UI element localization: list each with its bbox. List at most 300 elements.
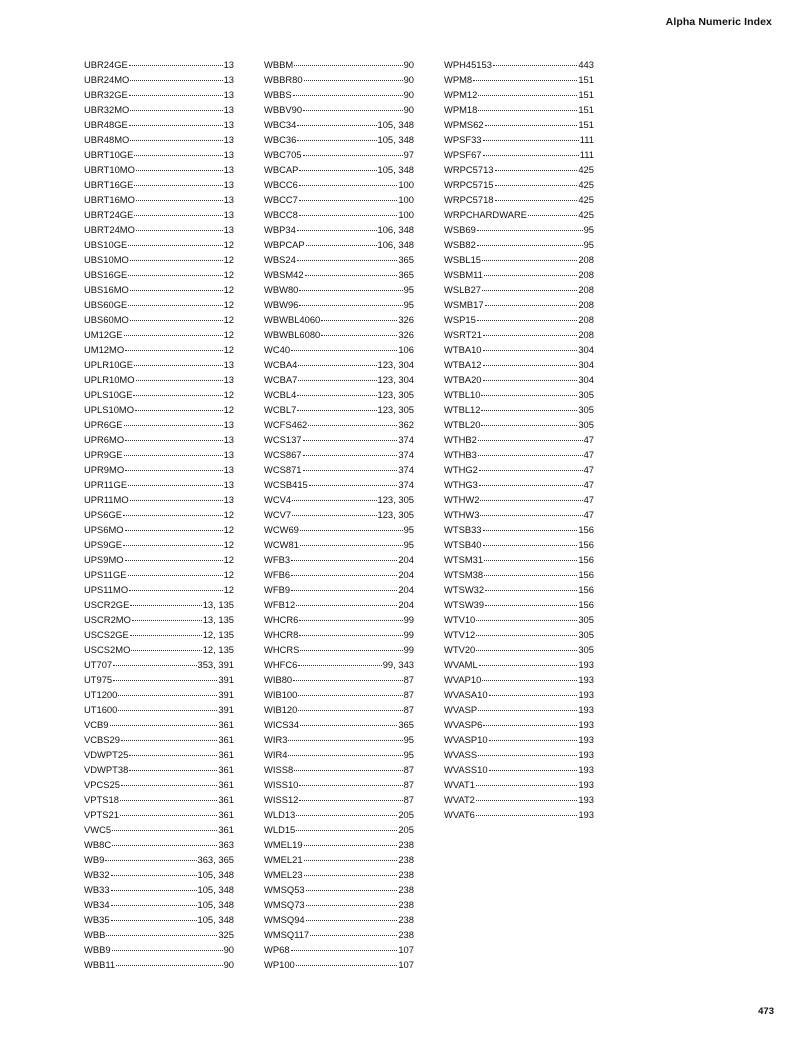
dot-leader xyxy=(129,95,223,96)
dot-leader xyxy=(483,545,578,546)
dot-leader xyxy=(476,620,577,621)
dot-leader xyxy=(489,770,578,771)
index-entry xyxy=(264,417,414,432)
entry-pages: 12 xyxy=(223,314,234,325)
entry-code: WIR4 xyxy=(264,749,288,760)
index-entry xyxy=(444,432,594,447)
dot-leader xyxy=(136,380,223,381)
dot-leader xyxy=(292,500,376,501)
index-entry xyxy=(84,477,234,492)
dot-leader xyxy=(130,260,223,261)
entry-pages: 95 xyxy=(403,734,414,745)
entry-pages: 87 xyxy=(403,779,414,790)
index-column-3 xyxy=(444,57,594,822)
entry-pages: 12 xyxy=(223,389,234,400)
entry-pages: 13 xyxy=(223,194,234,205)
index-entry xyxy=(264,297,414,312)
entry-code: WCBL4 xyxy=(264,389,297,400)
index-entry xyxy=(264,327,414,342)
entry-code: WIB120 xyxy=(264,704,298,715)
index-entry xyxy=(84,582,234,597)
entry-pages: 156 xyxy=(578,569,594,580)
entry-pages: 361 xyxy=(218,779,234,790)
entry-pages: 12, 135 xyxy=(202,644,234,655)
entry-code: WBP34 xyxy=(264,224,296,235)
index-entry xyxy=(444,792,594,807)
dot-leader xyxy=(121,785,217,786)
dot-leader xyxy=(288,740,402,741)
index-entry xyxy=(444,102,594,117)
entry-pages: 87 xyxy=(403,764,414,775)
entry-code: WB9 xyxy=(84,854,105,865)
entry-code: WTSM38 xyxy=(444,569,484,580)
entry-pages: 13 xyxy=(223,179,234,190)
entry-code: WPSF67 xyxy=(444,149,482,160)
index-entry xyxy=(264,87,414,102)
entry-pages: 111 xyxy=(579,149,594,160)
entry-pages: 99 xyxy=(403,629,414,640)
index-entry xyxy=(444,597,594,612)
entry-pages: 374 xyxy=(398,434,414,445)
entry-code: WTHG2 xyxy=(444,464,478,475)
index-entry xyxy=(444,192,594,207)
entry-code: VCBS29 xyxy=(84,734,120,745)
index-entry xyxy=(84,792,234,807)
entry-pages: 304 xyxy=(578,344,594,355)
entry-code: UPLR10GE xyxy=(84,359,133,370)
dot-leader xyxy=(125,440,222,441)
entry-code: UBRT10MO xyxy=(84,164,135,175)
index-entry xyxy=(84,237,234,252)
entry-code: WSB69 xyxy=(444,224,476,235)
entry-pages: 87 xyxy=(403,704,414,715)
entry-code: VPTS21 xyxy=(84,809,119,820)
dot-leader xyxy=(321,335,397,336)
entry-pages: 13 xyxy=(223,434,234,445)
entry-code: USCS2GE xyxy=(84,629,129,640)
index-entry xyxy=(84,297,234,312)
entry-pages: 13 xyxy=(223,359,234,370)
index-entry xyxy=(84,552,234,567)
entry-pages: 208 xyxy=(578,329,594,340)
index-entry xyxy=(84,357,234,372)
entry-pages: 363 xyxy=(218,839,234,850)
index-entry xyxy=(264,867,414,882)
index-entry xyxy=(444,552,594,567)
dot-leader xyxy=(483,335,577,336)
entry-pages: 12 xyxy=(223,539,234,550)
entry-code: VPTS18 xyxy=(84,794,119,805)
dot-leader xyxy=(291,590,397,591)
dot-leader xyxy=(478,95,577,96)
dot-leader xyxy=(304,845,398,846)
dot-leader xyxy=(299,800,402,801)
index-entry xyxy=(264,462,414,477)
entry-code: WSMB17 xyxy=(444,299,484,310)
index-entry xyxy=(264,822,414,837)
entry-pages: 238 xyxy=(398,929,414,940)
entry-pages: 193 xyxy=(578,794,594,805)
entry-code: UBRT24MO xyxy=(84,224,135,235)
index-entry xyxy=(264,537,414,552)
entry-pages: 156 xyxy=(578,554,594,565)
dot-leader xyxy=(298,380,376,381)
dot-leader xyxy=(484,575,577,576)
entry-code: WTBL10 xyxy=(444,389,481,400)
dot-leader xyxy=(483,725,577,726)
dot-leader xyxy=(294,770,402,771)
entry-pages: 391 xyxy=(218,704,234,715)
entry-code: USCR2GE xyxy=(84,599,130,610)
index-entry xyxy=(84,747,234,762)
dot-leader xyxy=(479,485,583,486)
dot-leader xyxy=(489,740,578,741)
index-entry xyxy=(84,147,234,162)
index-entry xyxy=(264,312,414,327)
index-entry xyxy=(84,447,234,462)
index-entry xyxy=(444,567,594,582)
dot-leader xyxy=(476,815,577,816)
entry-pages: 12 xyxy=(223,254,234,265)
entry-code: WSLB27 xyxy=(444,284,481,295)
entry-pages: 391 xyxy=(218,689,234,700)
dot-leader xyxy=(483,365,578,366)
entry-pages: 100 xyxy=(398,179,414,190)
dot-leader xyxy=(130,140,222,141)
index-entry xyxy=(264,807,414,822)
index-entry xyxy=(444,57,594,72)
entry-code: WTBA12 xyxy=(444,359,482,370)
entry-code: WBBM xyxy=(264,59,294,70)
index-entry xyxy=(264,177,414,192)
entry-code: WBCC7 xyxy=(264,194,298,205)
entry-code: WVASS10 xyxy=(444,764,488,775)
entry-pages: 365 xyxy=(398,269,414,280)
dot-leader xyxy=(304,860,398,861)
entry-code: UBS60GE xyxy=(84,299,128,310)
dot-leader xyxy=(479,665,578,666)
entry-pages: 13 xyxy=(223,419,234,430)
entry-code: WISS10 xyxy=(264,779,299,790)
dot-leader xyxy=(130,635,202,636)
dot-leader xyxy=(306,905,398,906)
dot-leader xyxy=(300,650,402,651)
entry-pages: 105, 348 xyxy=(197,869,234,880)
entry-code: WCSB415 xyxy=(264,479,308,490)
entry-pages: 193 xyxy=(578,779,594,790)
index-entry xyxy=(264,162,414,177)
entry-pages: 97 xyxy=(403,149,414,160)
index-entry xyxy=(84,432,234,447)
entry-pages: 95 xyxy=(403,284,414,295)
index-entry xyxy=(444,672,594,687)
entry-pages: 90 xyxy=(403,104,414,115)
dot-leader xyxy=(485,605,577,606)
index-entry xyxy=(84,942,234,957)
index-entry xyxy=(264,402,414,417)
entry-pages: 204 xyxy=(398,554,414,565)
index-entry xyxy=(264,957,414,972)
dot-leader xyxy=(299,170,376,171)
dot-leader xyxy=(304,875,398,876)
index-entry xyxy=(84,612,234,627)
entry-pages: 13 xyxy=(223,374,234,385)
index-entry xyxy=(84,852,234,867)
entry-code: WTSW39 xyxy=(444,599,485,610)
index-entry xyxy=(444,642,594,657)
entry-pages: 353, 391 xyxy=(197,659,234,670)
entry-pages: 13 xyxy=(223,209,234,220)
index-entry xyxy=(444,147,594,162)
index-entry xyxy=(84,837,234,852)
entry-code: WIR3 xyxy=(264,734,288,745)
entry-code: VCB9 xyxy=(84,719,109,730)
index-entry xyxy=(84,867,234,882)
dot-leader xyxy=(477,230,583,231)
entry-code: UBR48GE xyxy=(84,119,128,130)
entry-code: UT1200 xyxy=(84,689,118,700)
index-entry xyxy=(444,732,594,747)
entry-pages: 95 xyxy=(403,539,414,550)
dot-leader xyxy=(299,215,397,216)
entry-pages: 13 xyxy=(223,104,234,115)
entry-pages: 361 xyxy=(218,809,234,820)
index-entry xyxy=(444,807,594,822)
index-entry xyxy=(264,447,414,462)
entry-code: WCBA4 xyxy=(264,359,298,370)
dot-leader xyxy=(296,815,397,816)
index-entry xyxy=(84,912,234,927)
entry-pages: 100 xyxy=(398,209,414,220)
dot-leader xyxy=(477,320,578,321)
entry-code: WBWBL4060 xyxy=(264,314,321,325)
dot-leader xyxy=(484,275,577,276)
dot-leader xyxy=(130,500,223,501)
dot-leader xyxy=(484,560,577,561)
entry-pages: 12 xyxy=(223,344,234,355)
entry-pages: 12 xyxy=(223,299,234,310)
index-entry xyxy=(264,792,414,807)
entry-code: WSB82 xyxy=(444,239,476,250)
dot-leader xyxy=(116,965,222,966)
index-entry xyxy=(84,492,234,507)
entry-code: WCS871 xyxy=(264,464,302,475)
dot-leader xyxy=(123,545,223,546)
entry-code: WCW81 xyxy=(264,539,299,550)
entry-pages: 156 xyxy=(578,524,594,535)
dot-leader xyxy=(495,200,578,201)
dot-leader xyxy=(129,590,222,591)
index-entry xyxy=(264,597,414,612)
entry-code: WBPCAP xyxy=(264,239,305,250)
entry-pages: 361 xyxy=(218,824,234,835)
dot-leader xyxy=(136,170,223,171)
entry-pages: 13 xyxy=(223,119,234,130)
dot-leader xyxy=(304,80,403,81)
dot-leader xyxy=(136,200,223,201)
entry-pages: 208 xyxy=(578,284,594,295)
entry-pages: 105, 348 xyxy=(377,164,414,175)
index-entry xyxy=(84,762,234,777)
index-entry xyxy=(84,462,234,477)
entry-pages: 425 xyxy=(578,164,594,175)
index-entry xyxy=(264,627,414,642)
entry-code: WBB xyxy=(84,929,106,940)
entry-pages: 193 xyxy=(578,674,594,685)
dot-leader xyxy=(478,455,583,456)
entry-pages: 374 xyxy=(398,479,414,490)
entry-code: WTV20 xyxy=(444,644,476,655)
dot-leader xyxy=(129,125,223,126)
entry-pages: 361 xyxy=(218,794,234,805)
dot-leader xyxy=(296,605,397,606)
entry-pages: 193 xyxy=(578,749,594,760)
entry-code: WHFC6 xyxy=(264,659,298,670)
index-entry xyxy=(264,192,414,207)
dot-leader xyxy=(300,545,403,546)
dot-leader xyxy=(113,680,217,681)
entry-pages: 361 xyxy=(218,749,234,760)
entry-code: UM12MO xyxy=(84,344,125,355)
index-entry xyxy=(84,132,234,147)
entry-code: WMSQ73 xyxy=(264,899,305,910)
dot-leader xyxy=(134,215,222,216)
entry-pages: 99, 343 xyxy=(382,659,414,670)
index-entry xyxy=(444,87,594,102)
index-entry xyxy=(84,117,234,132)
index-entry xyxy=(84,162,234,177)
entry-pages: 13, 135 xyxy=(202,614,234,625)
entry-pages: 193 xyxy=(578,734,594,745)
entry-code: UPS9MO xyxy=(84,554,124,565)
index-entry xyxy=(84,507,234,522)
dot-leader xyxy=(110,725,218,726)
index-entry xyxy=(264,852,414,867)
entry-code: WTHG3 xyxy=(444,479,478,490)
entry-pages: 99 xyxy=(403,614,414,625)
index-entry xyxy=(84,57,234,72)
entry-code: WTBL20 xyxy=(444,419,481,430)
entry-code: WTSW32 xyxy=(444,584,485,595)
dot-leader xyxy=(303,455,398,456)
entry-code: USCS2MO xyxy=(84,644,131,655)
entry-pages: 12, 135 xyxy=(202,629,234,640)
index-entry xyxy=(264,57,414,72)
entry-pages: 325 xyxy=(218,929,234,940)
entry-pages: 12 xyxy=(223,509,234,520)
entry-code: WVASA10 xyxy=(444,689,488,700)
dot-leader xyxy=(489,695,578,696)
entry-pages: 361 xyxy=(218,734,234,745)
index-entry xyxy=(84,672,234,687)
dot-leader xyxy=(124,425,223,426)
dot-leader xyxy=(134,155,222,156)
dot-leader xyxy=(303,155,403,156)
entry-code: WSBL15 xyxy=(444,254,481,265)
index-entry xyxy=(264,567,414,582)
dot-leader xyxy=(111,905,197,906)
index-entry xyxy=(444,357,594,372)
entry-code: WFB3 xyxy=(264,554,291,565)
entry-code: UPR6MO xyxy=(84,434,125,445)
entry-code: WTV10 xyxy=(444,614,476,625)
dot-leader xyxy=(482,290,577,291)
dot-leader xyxy=(300,725,397,726)
index-entry xyxy=(84,732,234,747)
entry-code: UPS9GE xyxy=(84,539,123,550)
index-entry xyxy=(264,147,414,162)
dot-leader xyxy=(129,770,217,771)
dot-leader xyxy=(133,395,222,396)
entry-code: WCBA7 xyxy=(264,374,298,385)
entry-pages: 151 xyxy=(578,104,594,115)
entry-code: WCV4 xyxy=(264,494,292,505)
entry-pages: 106, 348 xyxy=(377,239,414,250)
entry-pages: 87 xyxy=(403,794,414,805)
index-entry xyxy=(264,882,414,897)
dot-leader xyxy=(299,200,397,201)
dot-leader xyxy=(485,125,578,126)
page-number: 473 xyxy=(758,1006,774,1017)
entry-code: WTHB3 xyxy=(444,449,477,460)
entry-pages: 361 xyxy=(218,719,234,730)
entry-code: WTSM31 xyxy=(444,554,484,565)
entry-code: WB34 xyxy=(84,899,110,910)
dot-leader xyxy=(136,230,223,231)
dot-leader xyxy=(308,425,397,426)
entry-code: UPR11MO xyxy=(84,494,129,505)
index-entry xyxy=(84,642,234,657)
entry-code: WFB6 xyxy=(264,569,291,580)
index-entry xyxy=(444,762,594,777)
entry-pages: 90 xyxy=(403,74,414,85)
entry-code: UT707 xyxy=(84,659,113,670)
entry-code: WHCR6 xyxy=(264,614,299,625)
entry-pages: 361 xyxy=(218,764,234,775)
entry-code: WVAML xyxy=(444,659,478,670)
entry-code: WFB9 xyxy=(264,584,291,595)
entry-code: WCW69 xyxy=(264,524,299,535)
dot-leader xyxy=(303,440,398,441)
index-entry xyxy=(264,717,414,732)
dot-leader xyxy=(124,455,223,456)
entry-pages: 13 xyxy=(223,74,234,85)
dot-leader xyxy=(128,575,223,576)
dot-leader xyxy=(291,560,397,561)
dot-leader xyxy=(476,650,577,651)
entry-pages: 304 xyxy=(578,359,594,370)
index-entry xyxy=(264,942,414,957)
entry-pages: 305 xyxy=(578,629,594,640)
entry-pages: 374 xyxy=(398,449,414,460)
entry-code: WMSQ117 xyxy=(264,929,310,940)
entry-code: WSBM11 xyxy=(444,269,483,280)
dot-leader xyxy=(309,485,398,486)
index-entry xyxy=(444,162,594,177)
dot-leader xyxy=(111,890,197,891)
entry-code: UPS6MO xyxy=(84,524,124,535)
index-entry xyxy=(264,837,414,852)
index-entry xyxy=(84,897,234,912)
index-entry xyxy=(264,267,414,282)
entry-code: WVASP6 xyxy=(444,719,483,730)
entry-pages: 13, 135 xyxy=(202,599,234,610)
entry-pages: 208 xyxy=(578,299,594,310)
dot-leader xyxy=(298,695,402,696)
dot-leader xyxy=(125,530,223,531)
entry-code: WVAT6 xyxy=(444,809,475,820)
entry-code: WFB12 xyxy=(264,599,296,610)
